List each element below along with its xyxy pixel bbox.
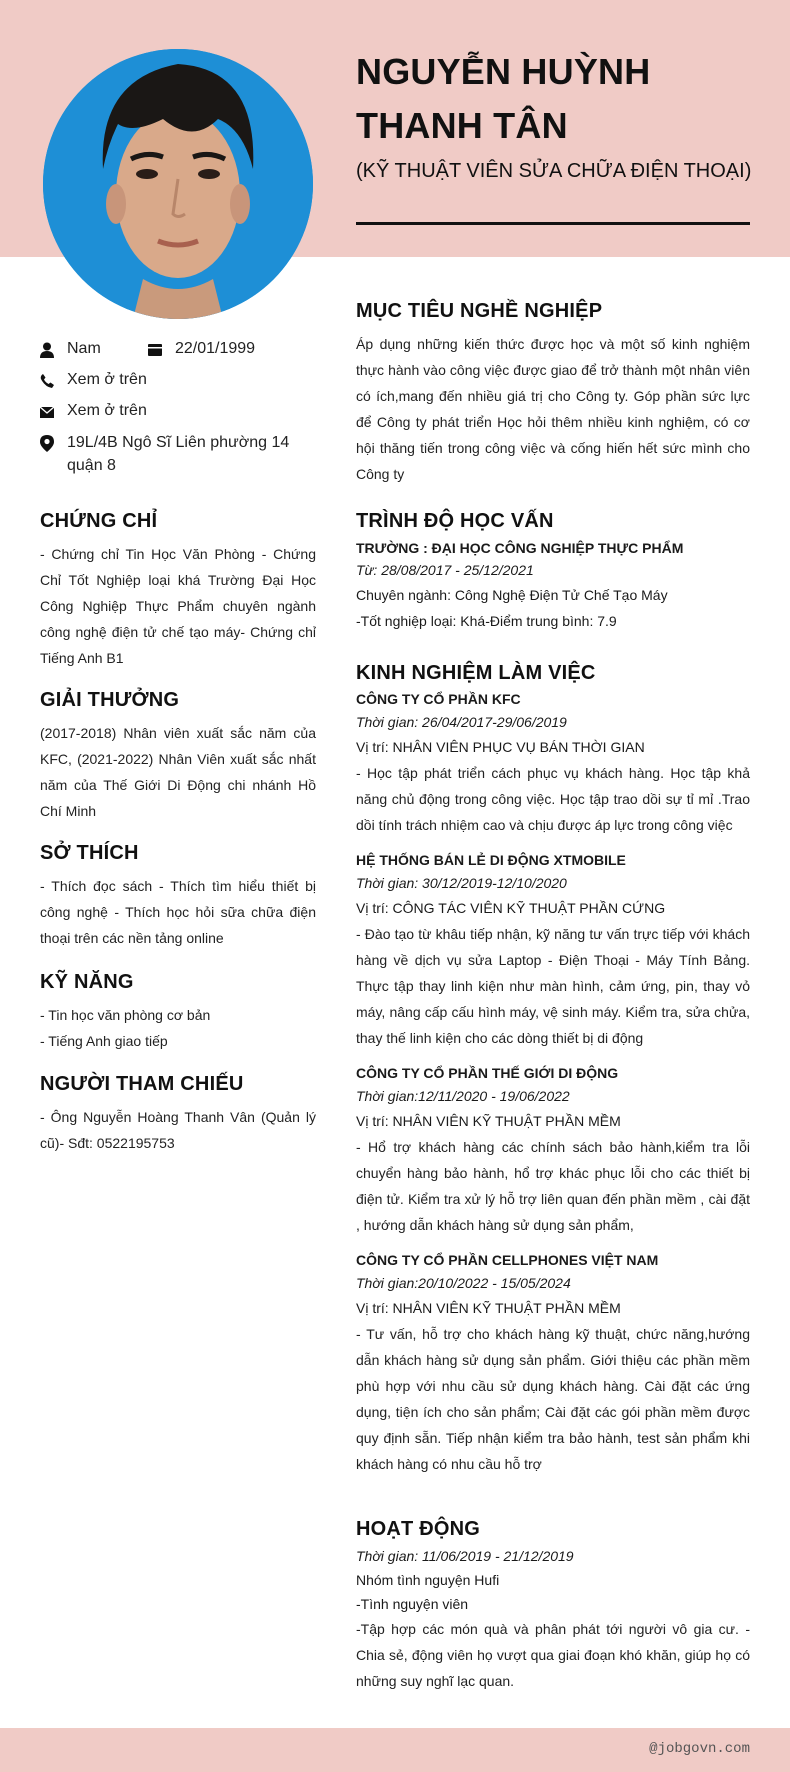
- calendar-icon: [148, 342, 162, 358]
- objective-body: Áp dụng những kiến thức được học và một số kinh nghiệm thực hành vào công việc được giao để trở thành một nhân viên có ích,mang đến nhiều giá trị cho Công ty. Góp phần sức lực để Công ty phát triển Học hỏi thêm nhiều kinh nghiệm, có cơ hội thăng tiến trong công việc và cống hiến hết sức mình cho Công ty: [356, 336, 750, 482]
- activities-title: HOẠT ĐỘNG: [356, 1518, 481, 1540]
- experience-title: KINH NGHIỆM LÀM VIỆC: [356, 662, 596, 684]
- location-pin-icon: [40, 435, 54, 451]
- job-entry: [356, 848, 750, 1051]
- job-position: Vị trí: NHÂN VIÊN KỸ THUẬT PHẦN MỀM: [356, 1300, 621, 1316]
- phone-row: [40, 371, 147, 389]
- job-period: Thời gian: 30/12/2019-12/10/2020: [356, 875, 567, 891]
- email-row: [40, 402, 147, 420]
- job-company: CÔNG TY CỔ PHẦN THẾ GIỚI DI ĐỘNG: [356, 1065, 619, 1081]
- job-company: CÔNG TY CỔ PHẦN CELLPHONES VIỆT NAM: [356, 1252, 659, 1268]
- experience-section: [356, 662, 750, 1487]
- address-text: 19L/4B Ngô Sĩ Liên phường 14 quận 8: [67, 434, 290, 474]
- education-result: -Tốt nghiệp loại: Khá-Điểm trung bình: 7.9: [356, 613, 617, 629]
- awards-body: (2017-2018) Nhân viên xuất sắc năm của KFC, (2021-2022) Nhân Viên xuất sắc nhất năm của Thế Giới Di Động chi nhánh Hồ Chí Minh: [40, 725, 316, 819]
- job-period: Thời gian:12/11/2020 - 19/06/2022: [356, 1088, 570, 1104]
- job-entry: [356, 1248, 750, 1477]
- phone-icon: [40, 373, 54, 389]
- job-period: Thời gian:20/10/2022 - 15/05/2024: [356, 1275, 571, 1291]
- candidate-job-title: (KỸ THUẬT VIÊN SỬA CHỮA ĐIỆN THOẠI): [356, 160, 752, 182]
- education-title: TRÌNH ĐỘ HỌC VẤN: [356, 510, 554, 532]
- certificates-section: [40, 510, 316, 671]
- job-entry: [356, 687, 750, 838]
- title-divider: [356, 222, 750, 225]
- education-school: TRƯỜNG : ĐẠI HỌC CÔNG NGHIỆP THỰC PHẨM: [356, 540, 684, 556]
- candidate-name: NGUYỄN HUỲNH THANH TÂN: [356, 51, 651, 146]
- skills-title: KỸ NĂNG: [40, 971, 134, 993]
- hobbies-body: - Thích đọc sách - Thích tìm hiểu thiết bị công nghệ - Thích học hỏi sữa chữa điện thoại trên các nền tảng online: [40, 878, 316, 946]
- job-description: - Tư vấn, hỗ trợ cho khách hàng kỹ thuật, chức năng,hướng dẫn khách hàng sử dụng sản phẩm. Giới thiệu các phần mềm phù hợp với nhu cầu sử dụng khách hàng. Cài đặt các ứng dụng, tiện ích cho sản phẩm; Cài đặt các gói phần mềm được quy định sẵn. Tiếp nhận kiểm tra bảo hành, test sản phẩm khi khách hàng có nhu cầu hỗ trợ: [356, 1326, 750, 1472]
- job-position: Vị trí: NHÂN VIÊN KỸ THUẬT PHẦN MỀM: [356, 1113, 621, 1129]
- job-entry: [356, 1061, 750, 1238]
- job-position: Vị trí: NHÂN VIÊN PHỤC VỤ BÁN THỜI GIAN: [356, 739, 645, 755]
- job-description: - Hổ trợ khách hàng các chính sách bảo hành,kiểm tra lỗi chuyển hàng bảo hành, hổ trợ khác phục lỗi cho các thiết bị điện tử. Kiểm tra xử lý hỗ trợ liên quan đến phần mềm , cài đặt , hướng dẫn khách hàng sử dụng sản phẩm,: [356, 1139, 750, 1233]
- skill-item: - Tiếng Anh giao tiếp: [40, 1033, 168, 1049]
- activities-org: Nhóm tình nguyện Hufi: [356, 1572, 500, 1588]
- skills-section: [40, 971, 316, 1054]
- mail-icon: [40, 404, 54, 420]
- address-row: [40, 433, 300, 477]
- hobbies-section: [40, 842, 316, 951]
- job-company: CÔNG TY CỔ PHẦN KFC: [356, 691, 521, 707]
- education-major: Chuyên ngành: Công Nghệ Điện Tử Chế Tạo Máy: [356, 587, 668, 603]
- education-period: Từ: 28/08/2017 - 25/12/2021: [356, 562, 534, 578]
- certificates-body: - Chứng chỉ Tin Học Văn Phòng - Chứng Chỉ Tốt Nghiệp loại khá Trường Đại Học Công Nghiệp Thực Phẩm chuyên ngành công nghệ điện tử chế tạo máy- Chứng chỉ Tiếng Anh B1: [40, 546, 316, 666]
- objective-title: MỤC TIÊU NGHỀ NGHIỆP: [356, 300, 603, 322]
- activities-period: Thời gian: 11/06/2019 - 21/12/2019: [356, 1548, 574, 1564]
- job-description: - Học tập phát triển cách phục vụ khách hàng. Học tập khả năng chủ động trong công việc. Học tập trao dồi sự tỉ mỉ .Trao dồi tính trách nhiệm cao và chịu được áp lực trong công việc: [356, 765, 750, 833]
- footer-watermark: @jobgovn.com: [649, 1741, 750, 1757]
- profile-photo: [43, 49, 313, 319]
- hobbies-title: SỞ THÍCH: [40, 842, 139, 864]
- objective-section: [356, 300, 750, 487]
- job-description: - Đào tạo từ khâu tiếp nhận, kỹ năng tư vấn trực tiếp với khách hàng về dịch vụ sửa Laptop - Điện Thoại - Máy Tính Bảng. Thực tập thay linh kiện như màn hình, cảm ứng, pin, thay vỏ máy, nâng cấp cấu hình máy, vệ sinh máy. Kiểm tra, sửa chửa, thay thế linh kiện cho các dòng thiết bị di động: [356, 926, 750, 1046]
- job-company: HỆ THỐNG BÁN LẺ DI ĐỘNG XTMOBILE: [356, 852, 626, 868]
- awards-title: GIẢI THƯỞNG: [40, 689, 180, 711]
- activities-section: [356, 1518, 750, 1694]
- certificates-title: CHỨNG CHỈ: [40, 510, 158, 532]
- gender-row: [40, 340, 101, 358]
- references-body: - Ông Nguyễn Hoàng Thanh Vân (Quản lý cũ)- Sđt: 0522195753: [40, 1109, 316, 1151]
- education-section: [356, 510, 750, 634]
- references-title: NGƯỜI THAM CHIẾU: [40, 1073, 244, 1095]
- email-text: Xem ở trên: [67, 402, 147, 419]
- skill-item: - Tin học văn phòng cơ bản: [40, 1007, 211, 1023]
- job-position: Vị trí: CÔNG TÁC VIÊN KỸ THUẬT PHẦN CỨNG: [356, 900, 666, 916]
- birthday-row: [148, 340, 255, 358]
- birthday-text: 22/01/1999: [175, 340, 256, 357]
- phone-text: Xem ở trên: [67, 371, 147, 388]
- job-period: Thời gian: 26/04/2017-29/06/2019: [356, 714, 567, 730]
- activities-role: -Tình nguyện viên: [356, 1596, 469, 1612]
- user-icon: [40, 342, 54, 358]
- activities-body: -Tập hợp các món quà và phân phát tới người vô gia cư. - Chia sẻ, động viên họ vượt qua giai đoạn khó khăn, giúp họ có những suy nghĩ lạc quan.: [356, 1621, 750, 1689]
- references-section: [40, 1073, 316, 1156]
- awards-section: [40, 689, 316, 824]
- gender-text: Nam: [67, 340, 101, 357]
